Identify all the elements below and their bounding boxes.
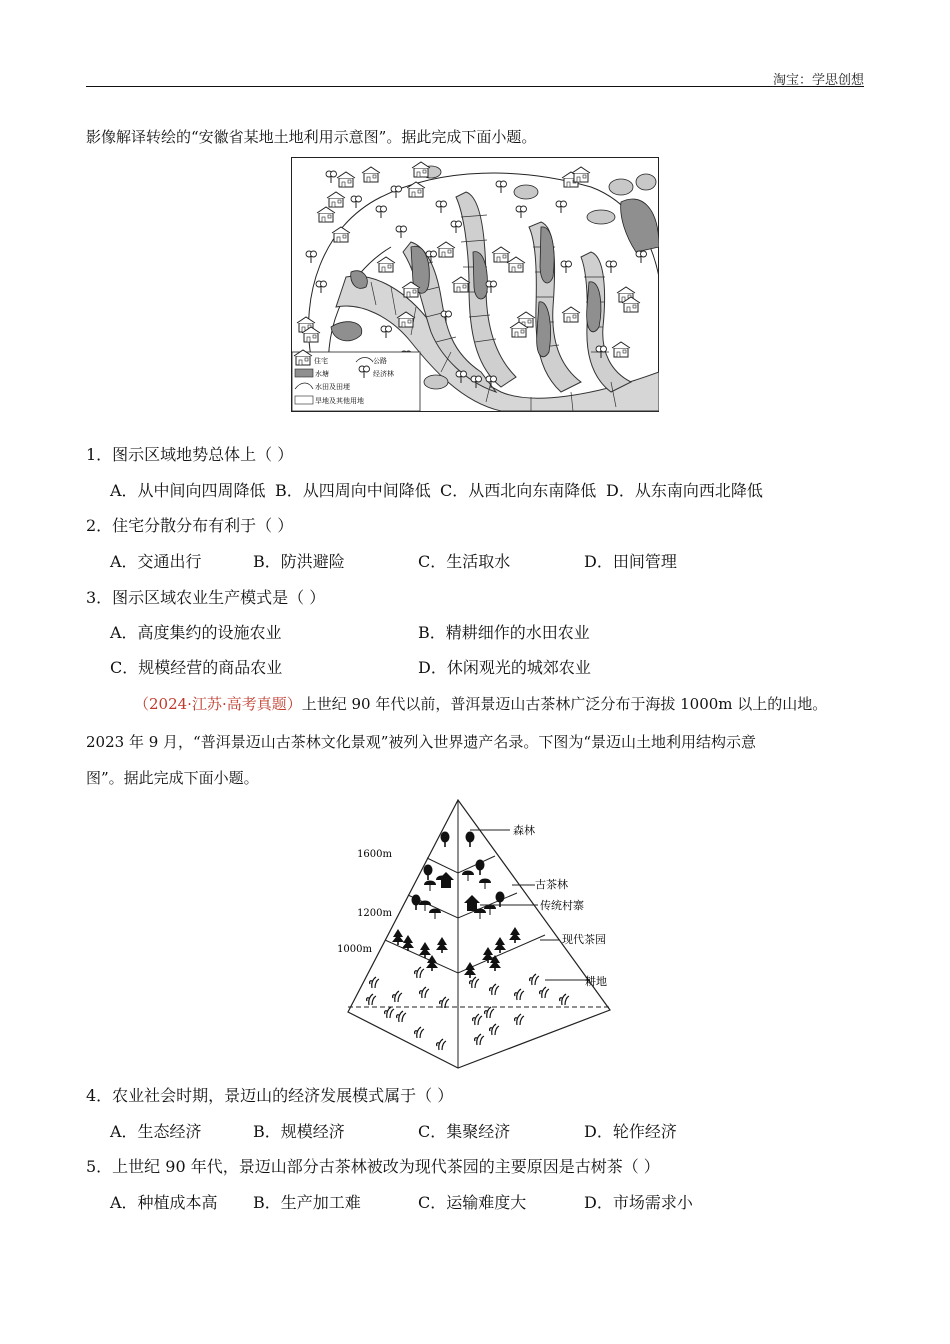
q2-option-c[interactable]: C．生活取水	[418, 552, 511, 571]
legend-pond: 水塘	[315, 370, 329, 378]
q2-option-a[interactable]: A．交通出行	[110, 552, 202, 571]
q5-option-c[interactable]: C．运输难度大	[418, 1193, 527, 1212]
q2-option-d[interactable]: D．田间管理	[584, 552, 677, 571]
land-use-map	[291, 157, 659, 412]
header-source: 淘宝：学思创想	[772, 73, 864, 88]
q1-option-c[interactable]: C．从西北向东南降低	[440, 481, 597, 500]
q5-option-a[interactable]: A．种植成本高	[110, 1193, 218, 1212]
legend-tree: 经济林	[373, 370, 394, 378]
legend-paddy: 水田及田埂	[315, 383, 350, 391]
q4-option-c[interactable]: C．集聚经济	[418, 1122, 511, 1141]
elev-1000: 1000m	[337, 944, 372, 955]
source-tag: （2024·江苏·高考真题）	[134, 695, 302, 713]
q5-option-d[interactable]: D．市场需求小	[584, 1193, 693, 1212]
intro-text-1: 影像解译转绘的“安徽省某地土地利用示意图”。据此完成下面小题。	[86, 128, 537, 146]
q4-option-a[interactable]: A．生态经济	[110, 1122, 202, 1141]
question-3: 3．图示区域农业生产模式是（ ）	[86, 588, 326, 607]
q1-option-d[interactable]: D．从东南向西北降低	[606, 481, 763, 500]
pyramid-diagram	[330, 795, 620, 1075]
intro2-line1: 上世纪 90 年代以前，普洱景迈山古茶林广泛分布于海拔 1000m 以上的山地。	[301, 695, 828, 713]
q1-option-a[interactable]: A．从中间向四周降低	[110, 481, 266, 500]
legend-house: 住宅	[314, 357, 328, 365]
elev-1200: 1200m	[357, 908, 392, 919]
q4-option-b[interactable]: B．规模经济	[253, 1122, 345, 1141]
q1-option-b[interactable]: B．从四周向中间降低	[275, 481, 431, 500]
label-village: 传统村寨	[540, 899, 584, 912]
legend-road: 公路	[373, 357, 387, 365]
q2-option-b[interactable]: B．防洪避险	[253, 552, 345, 571]
question-4: 4．农业社会时期，景迈山的经济发展模式属于（ ）	[86, 1086, 454, 1105]
q5-option-b[interactable]: B．生产加工难	[253, 1193, 361, 1212]
question-1: 1．图示区域地势总体上（ ）	[86, 445, 294, 464]
q4-option-d[interactable]: D．轮作经济	[584, 1122, 677, 1141]
label-cropland: 耕地	[585, 975, 607, 988]
question-5: 5．上世纪 90 年代，景迈山部分古茶林被改为现代茶园的主要原因是古树茶（ ）	[86, 1157, 660, 1176]
intro2-line3: 图”。据此完成下面小题。	[86, 769, 259, 787]
header-rule	[86, 86, 864, 87]
label-ancient-tea: 古茶林	[535, 878, 568, 891]
q3-option-c[interactable]: C．规模经营的商品农业	[110, 658, 283, 677]
intro2-line2: 2023 年 9 月，“普洱景迈山古茶林文化景观”被列入世界遗产名录。下图为“景迈山土地利用结构示意	[86, 733, 757, 751]
q3-option-b[interactable]: B．精耕细作的水田农业	[418, 623, 590, 642]
label-forest: 森林	[513, 824, 535, 837]
map-legend	[292, 350, 420, 411]
label-modern-tea: 现代茶园	[562, 933, 606, 946]
question-2: 2．住宅分散分布有利于（ ）	[86, 516, 294, 535]
elev-1600: 1600m	[357, 849, 392, 860]
q3-option-a[interactable]: A．高度集约的设施农业	[110, 623, 282, 642]
q3-option-d[interactable]: D．休闲观光的城郊农业	[418, 658, 591, 677]
legend-dryland: 旱地及其他用地	[315, 397, 364, 405]
